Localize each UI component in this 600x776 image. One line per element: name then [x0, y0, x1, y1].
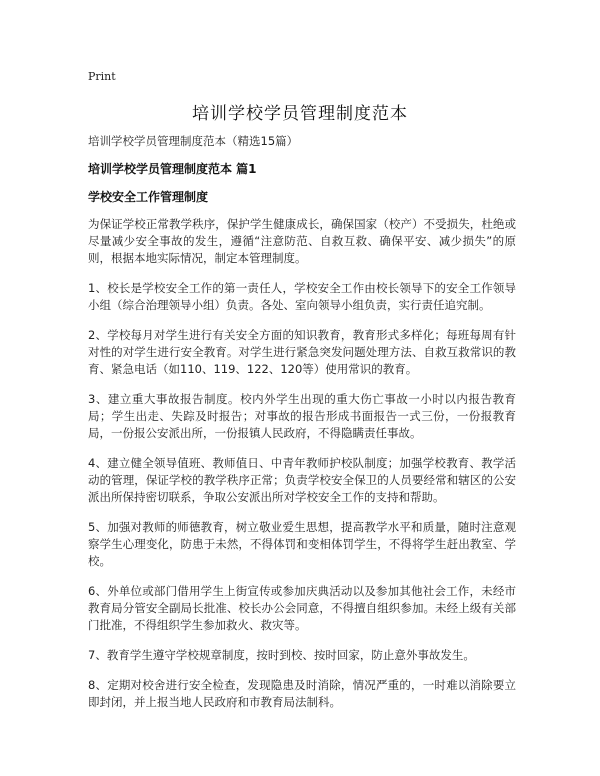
paragraph-item-1: 1、校长是学校安全工作的第一责任人，学校安全工作由校长领导下的安全工作领导小组（综合治理领导小组）负责。各处、室向领导小组负责，实行责任追究制。 — [88, 281, 516, 312]
section-title: 培训学校学员管理制度范本 篇1 — [88, 162, 257, 176]
paragraph-item-6: 6、外单位或部门借用学生上街宣传或参加庆典活动以及参加其他社会工作，未经市教育局分管安全副局长批准、校长办公会同意，不得擅自组织参加。未经上级有关部门批准，不得组织学生参加救火、救灾等。 — [88, 584, 516, 632]
paragraph-intro: 为保证学校正常教学秩序，保护学生健康成长，确保国家（校产）不受损失，杜绝或尽量减少安全事故的发生，遵循“注意防范、自救互救、确保平安、减少损失”的原则，根据本地实际情况，制定本管理制度。 — [88, 217, 516, 265]
paragraph-item-5: 5、加强对教师的师德教育，树立敬业爱生思想，提高教学水平和质量，随时注意观察学生心理变化，防患于未然，不得体罚和变相体罚学生，不得将学生赶出教室、学校。 — [88, 520, 516, 568]
paragraph-item-7: 7、教育学生遵守学校规章制度，按时到校、按时回家，防止意外事故发生。 — [88, 648, 475, 662]
paragraph-item-8: 8、定期对校舍进行安全检查，发现隐患及时消除，情况严重的，一时难以消除要立即封闭，并上报当地人民政府和市教育局法制科。 — [88, 678, 516, 709]
paragraph-item-3: 3、建立重大事故报告制度。校内外学生出现的重大伤亡事故一小时以内报告教育局；学生出走、失踪及时报告；对事故的报告形成书面报告一式三份，一份报教育局，一份报公安派出所，一份报镇人民政府，不得隐瞒责任事故。 — [88, 392, 516, 440]
paragraph-item-2: 2、学校每月对学生进行有关安全方面的知识教育，教育形式多样化；每班每周有针对性的对学生进行安全教育。对学生进行紧急突发问题处理方法、自救互救常识的教育、紧急电话（如110、119、122、120等）使用常识的教育。 — [88, 328, 516, 376]
document-body — [88, 132, 516, 724]
page-title: 培训学校学员管理制度范本 — [192, 104, 408, 124]
print-link[interactable]: Print — [88, 70, 116, 83]
paragraph-item-4: 4、建立健全领导值班、教师值日、中青年教师护校队制度；加强学校教育、教学活动的管理，保证学校的教学秩序正常；负责学校安全保卫的人员要经常和辖区的公安派出所保持密切联系，争取公安派出所对学校安全工作的支持和帮助。 — [88, 456, 516, 504]
document-subtitle: 培训学校学员管理制度范本（精选15篇） — [88, 134, 299, 148]
section-heading: 学校安全工作管理制度 — [88, 190, 209, 204]
